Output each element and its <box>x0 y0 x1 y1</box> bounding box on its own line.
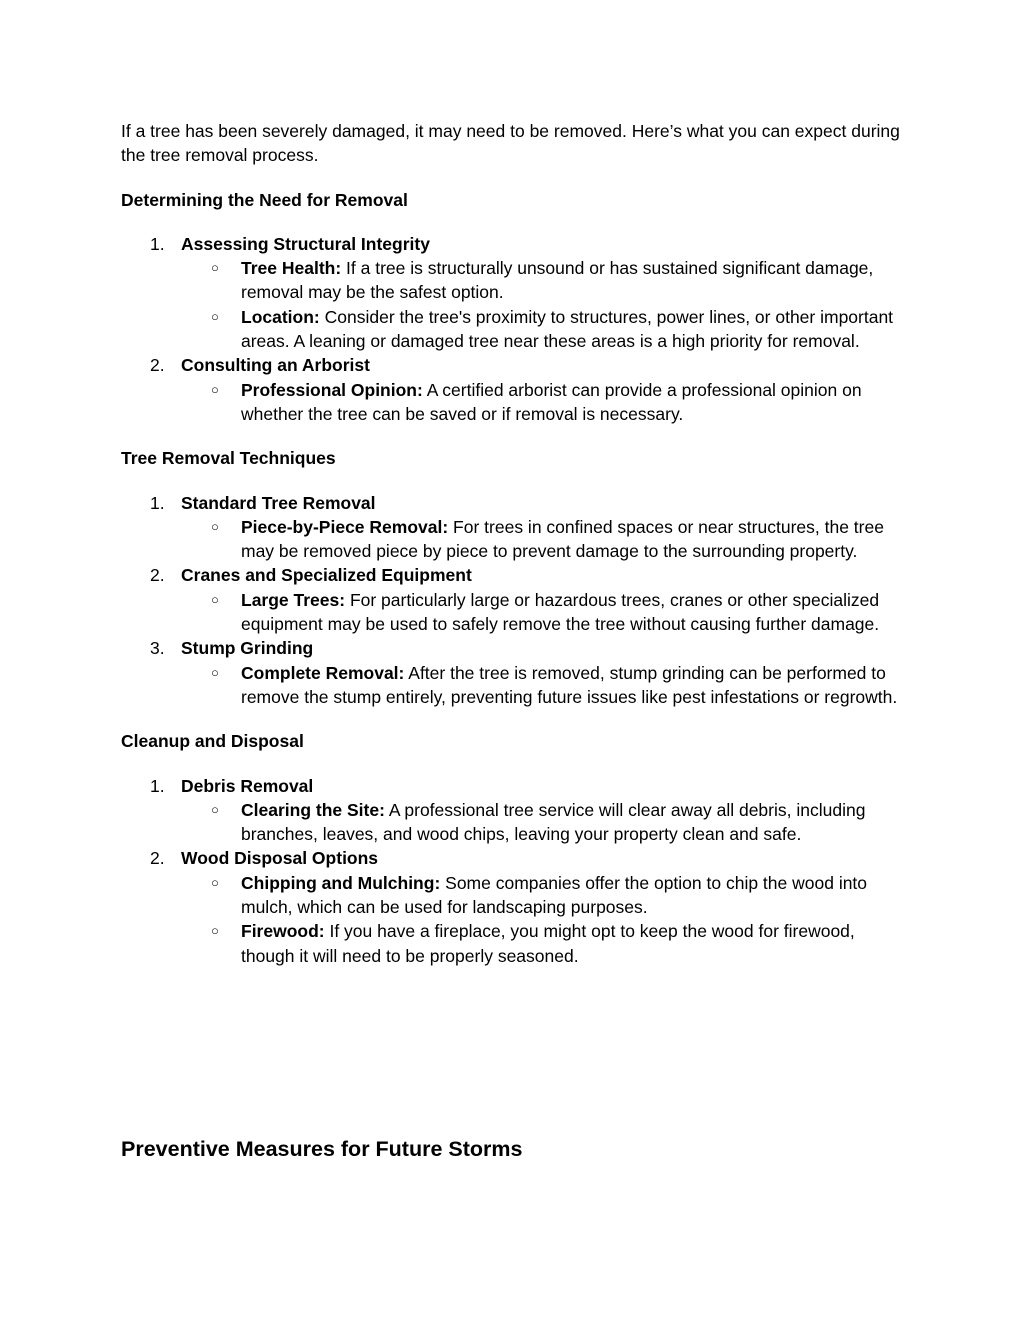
bullet-text: If a tree is structurally unsound or has sustained significant damage, removal may be the safest option. <box>241 258 874 303</box>
list-number: 1. <box>150 233 165 254</box>
section-removal-techniques <box>121 446 911 709</box>
list-item <box>121 491 911 564</box>
bullet-item <box>181 661 911 710</box>
bullet-label: Clearing the Site: <box>241 799 385 820</box>
bullet-item <box>181 919 911 968</box>
list-number: 2. <box>150 565 165 586</box>
hollow-circle-bullet-icon: ○ <box>211 591 219 607</box>
bullet-text: Consider the tree's proximity to structures, power lines, or other important areas. A leaning or damaged tree near these areas is a high priority for removal. <box>241 306 894 352</box>
bullet-label: Tree Health: <box>241 258 342 279</box>
bullet-item <box>181 588 911 637</box>
hollow-circle-bullet-icon: ○ <box>211 381 219 397</box>
list-item-title: Standard Tree Removal <box>181 492 376 513</box>
section-need-for-removal <box>121 188 911 427</box>
list-number: 2. <box>150 355 165 376</box>
list-item <box>121 563 911 636</box>
hollow-circle-bullet-icon: ○ <box>211 308 219 324</box>
list-number: 1. <box>150 775 165 796</box>
list-number: 2. <box>150 848 165 869</box>
next-section-heading: Preventive Measures for Future Storms <box>121 1137 523 1161</box>
bullet-label: Location: <box>241 306 320 327</box>
bullet-item <box>181 798 911 847</box>
numbered-list <box>121 774 911 968</box>
bullet-label: Large Trees: <box>241 589 346 610</box>
list-item <box>121 636 911 709</box>
bullet-item <box>181 515 911 564</box>
bullet-list <box>181 798 911 847</box>
bullet-label: Chipping and Mulching: <box>241 872 441 893</box>
bullet-label: Firewood: <box>241 921 325 942</box>
bullet-list <box>181 588 911 637</box>
list-item-title: Stump Grinding <box>181 638 314 659</box>
section-heading: Cleanup and Disposal <box>121 731 304 752</box>
bullet-text: For particularly large or hazardous trees, cranes or other specialized equipment may be used to safely remove the tree without causing further damage. <box>241 589 880 635</box>
hollow-circle-bullet-icon: ○ <box>211 664 219 680</box>
hollow-circle-bullet-icon: ○ <box>211 874 219 890</box>
document-body <box>121 119 911 968</box>
section-heading: Determining the Need for Removal <box>121 189 408 210</box>
bullet-text: For trees in confined spaces or near structures, the tree may be removed piece by piece to prevent damage to the surrounding property. <box>241 516 884 562</box>
bullet-label: Complete Removal: <box>241 662 405 683</box>
list-number: 1. <box>150 492 165 513</box>
bullet-list <box>181 378 911 427</box>
bullet-text: Some companies offer the option to chip the wood into mulch, which can be used for landscaping purposes. <box>241 872 868 918</box>
list-item-title: Cranes and Specialized Equipment <box>181 565 472 586</box>
bullet-text: A professional tree service will clear away all debris, including branches, leaves, and wood chips, leaving your property clean and safe. <box>241 799 866 845</box>
bullet-text: After the tree is removed, stump grinding can be performed to remove the stump entirely, preventing future issues like pest infestations or regrowth. <box>241 662 898 707</box>
list-item-title: Assessing Structural Integrity <box>181 233 430 254</box>
list-item-title: Wood Disposal Options <box>181 848 379 869</box>
list-number: 3. <box>150 638 165 659</box>
hollow-circle-bullet-icon: ○ <box>211 801 219 817</box>
bullet-item <box>181 871 911 920</box>
bullet-item <box>181 378 911 427</box>
list-item <box>121 353 911 426</box>
intro-paragraph: If a tree has been severely damaged, it may need to be removed. Here’s what you can expect during the tree removal process. <box>121 121 900 166</box>
hollow-circle-bullet-icon: ○ <box>211 923 219 939</box>
list-item-title: Consulting an Arborist <box>181 355 370 376</box>
bullet-list <box>181 871 911 968</box>
bullet-item <box>181 256 911 305</box>
list-item <box>121 232 911 353</box>
numbered-list <box>121 232 911 426</box>
list-item <box>121 846 911 967</box>
bullet-label: Piece-by-Piece Removal: <box>241 516 449 537</box>
bullet-list <box>181 256 911 353</box>
hollow-circle-bullet-icon: ○ <box>211 260 219 276</box>
bullet-text: If you have a fireplace, you might opt to keep the wood for firewood, though it will need to be properly seasoned. <box>241 921 855 966</box>
bullet-list <box>181 661 911 710</box>
hollow-circle-bullet-icon: ○ <box>211 518 219 534</box>
section-heading: Tree Removal Techniques <box>121 448 336 469</box>
list-item <box>121 774 911 847</box>
bullet-item <box>181 305 911 354</box>
bullet-label: Professional Opinion: <box>241 379 423 400</box>
section-cleanup-disposal <box>121 729 911 968</box>
bullet-list <box>181 515 911 564</box>
bullet-text: A certified arborist can provide a professional opinion on whether the tree can be saved or if removal is necessary. <box>241 379 862 424</box>
list-item-title: Debris Removal <box>181 775 314 796</box>
numbered-list <box>121 491 911 710</box>
